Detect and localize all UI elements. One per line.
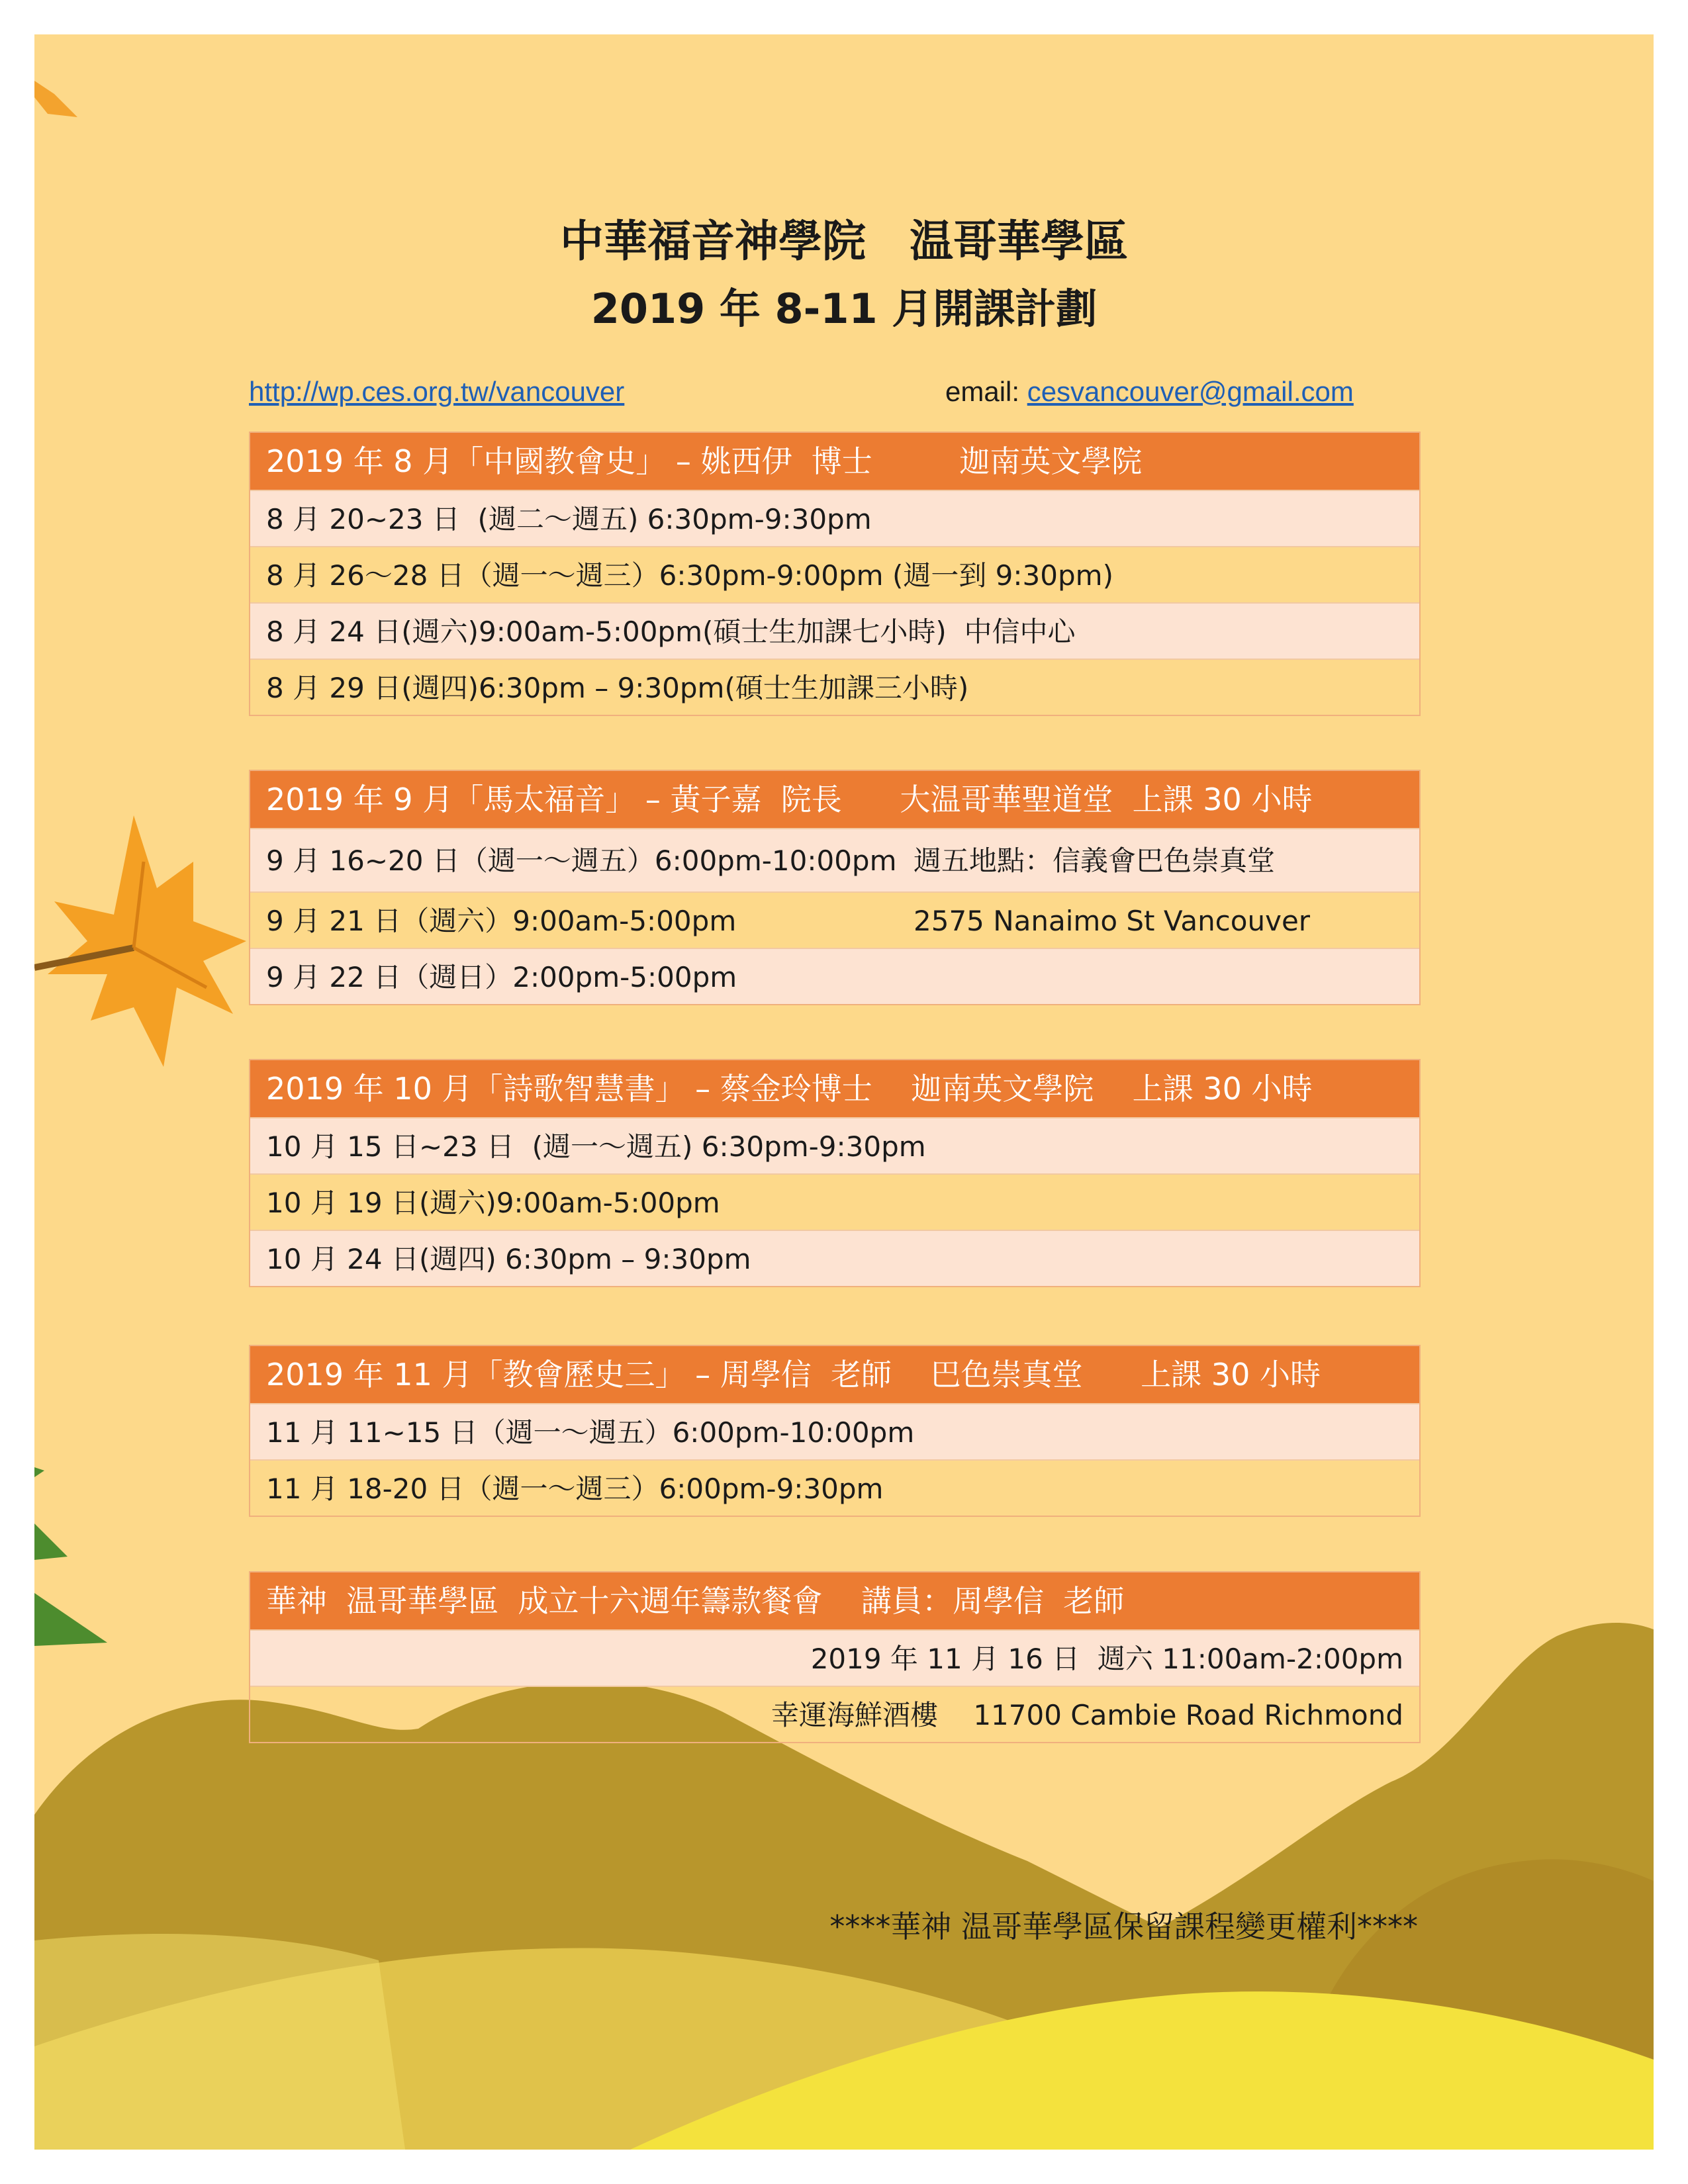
content (34, 34, 1654, 2150)
schedule-text: 8 月 29 日(週四)6:30pm – 9:30pm(碩士生加課三小時) (266, 672, 969, 704)
schedule-row (250, 891, 1419, 948)
schedule-text: 11 月 18-20 日（週一～週三）6:00pm-9:30pm (266, 1473, 884, 1505)
schedule-text: 9 月 16~20 日（週一～週五）6:00pm-10:00pm (266, 844, 897, 877)
website-link[interactable]: http://wp.ces.org.tw/vancouver (249, 376, 625, 407)
schedule-text: 10 月 24 日(週四) 6:30pm – 9:30pm (266, 1243, 751, 1275)
schedule-text: 10 月 19 日(週六)9:00am-5:00pm (266, 1187, 720, 1219)
address-note: 2575 Nanaimo St Vancouver (914, 905, 1311, 937)
schedule-row (250, 659, 1419, 715)
schedule-text: 9 月 21 日（週六）9:00am-5:00pm (266, 905, 737, 937)
event-date-row (250, 1629, 1419, 1686)
schedule-row (250, 602, 1419, 659)
event-venue-row (250, 1686, 1419, 1742)
schedule-text: 8 月 24 日(週六)9:00am-5:00pm(碩士生加課七小時) 中信中心 (266, 615, 1076, 648)
location-note: 週五地點：信義會巴色崇真堂 (914, 844, 1276, 877)
course-section-oct (249, 1059, 1421, 1287)
page-title: 中華福音神學院 温哥華學區 (560, 216, 1128, 267)
section-header: 2019 年 11 月「教會歷史三」 – 周學信 老師 巴色崇真堂 上課 30 小時 (250, 1346, 1419, 1403)
schedule-row (250, 1403, 1419, 1459)
schedule-text: 8 月 26～28 日（週一～週三）6:30pm-9:00pm (週一到 9:30pm) (266, 559, 1113, 592)
schedule-text: 10 月 15 日~23 日 (週一～週五) 6:30pm-9:30pm (266, 1130, 926, 1163)
event-venue-text: 幸運海鮮酒樓 11700 Cambie Road Richmond (771, 1699, 1403, 1731)
schedule-row (250, 546, 1419, 602)
schedule-row (250, 490, 1419, 546)
course-section-nov (249, 1345, 1421, 1517)
contact-links (249, 371, 1421, 413)
page-subtitle: 2019 年 8-11 月開課計劃 (590, 285, 1098, 333)
event-date-text: 2019 年 11 月 16 日 週六 11:00am-2:00pm (810, 1643, 1403, 1675)
schedule-text: 9 月 22 日（週日）2:00pm-5:00pm (266, 961, 737, 993)
section-header: 2019 年 9 月「馬太福音」 – 黃子嘉 院長 大温哥華聖道堂 上課 30 小時 (250, 771, 1419, 828)
schedule-row (250, 1117, 1419, 1173)
email-link[interactable]: cesvancouver@gmail.com (1027, 376, 1354, 407)
schedule-row (250, 1230, 1419, 1286)
disclaimer: ****華神 温哥華學區保留課程變更權利**** (829, 1909, 1418, 1944)
schedule-text: 8 月 20~23 日 (週二～週五) 6:30pm-9:30pm (266, 503, 872, 535)
course-section-aug (249, 432, 1421, 716)
course-section-sep (249, 770, 1421, 1005)
schedule-row (250, 1173, 1419, 1230)
poster (34, 34, 1654, 2150)
schedule-row (250, 948, 1419, 1004)
schedule-row (250, 1459, 1419, 1516)
email-line (945, 371, 1354, 413)
section-header: 2019 年 10 月「詩歌智慧書」 – 蔡金玲博士 迦南英文學院 上課 30 小時 (250, 1060, 1419, 1117)
section-header: 華神 温哥華學區 成立十六週年籌款餐會 講員：周學信 老師 (250, 1572, 1419, 1629)
section-header: 2019 年 8 月「中國教會史」 – 姚西伊 博士 迦南英文學院 (250, 433, 1419, 490)
fundraising-banquet-section (249, 1571, 1421, 1743)
schedule-text: 11 月 11~15 日（週一～週五）6:00pm-10:00pm (266, 1416, 915, 1449)
email-label: email: (945, 376, 1027, 407)
schedule-row (250, 828, 1419, 891)
